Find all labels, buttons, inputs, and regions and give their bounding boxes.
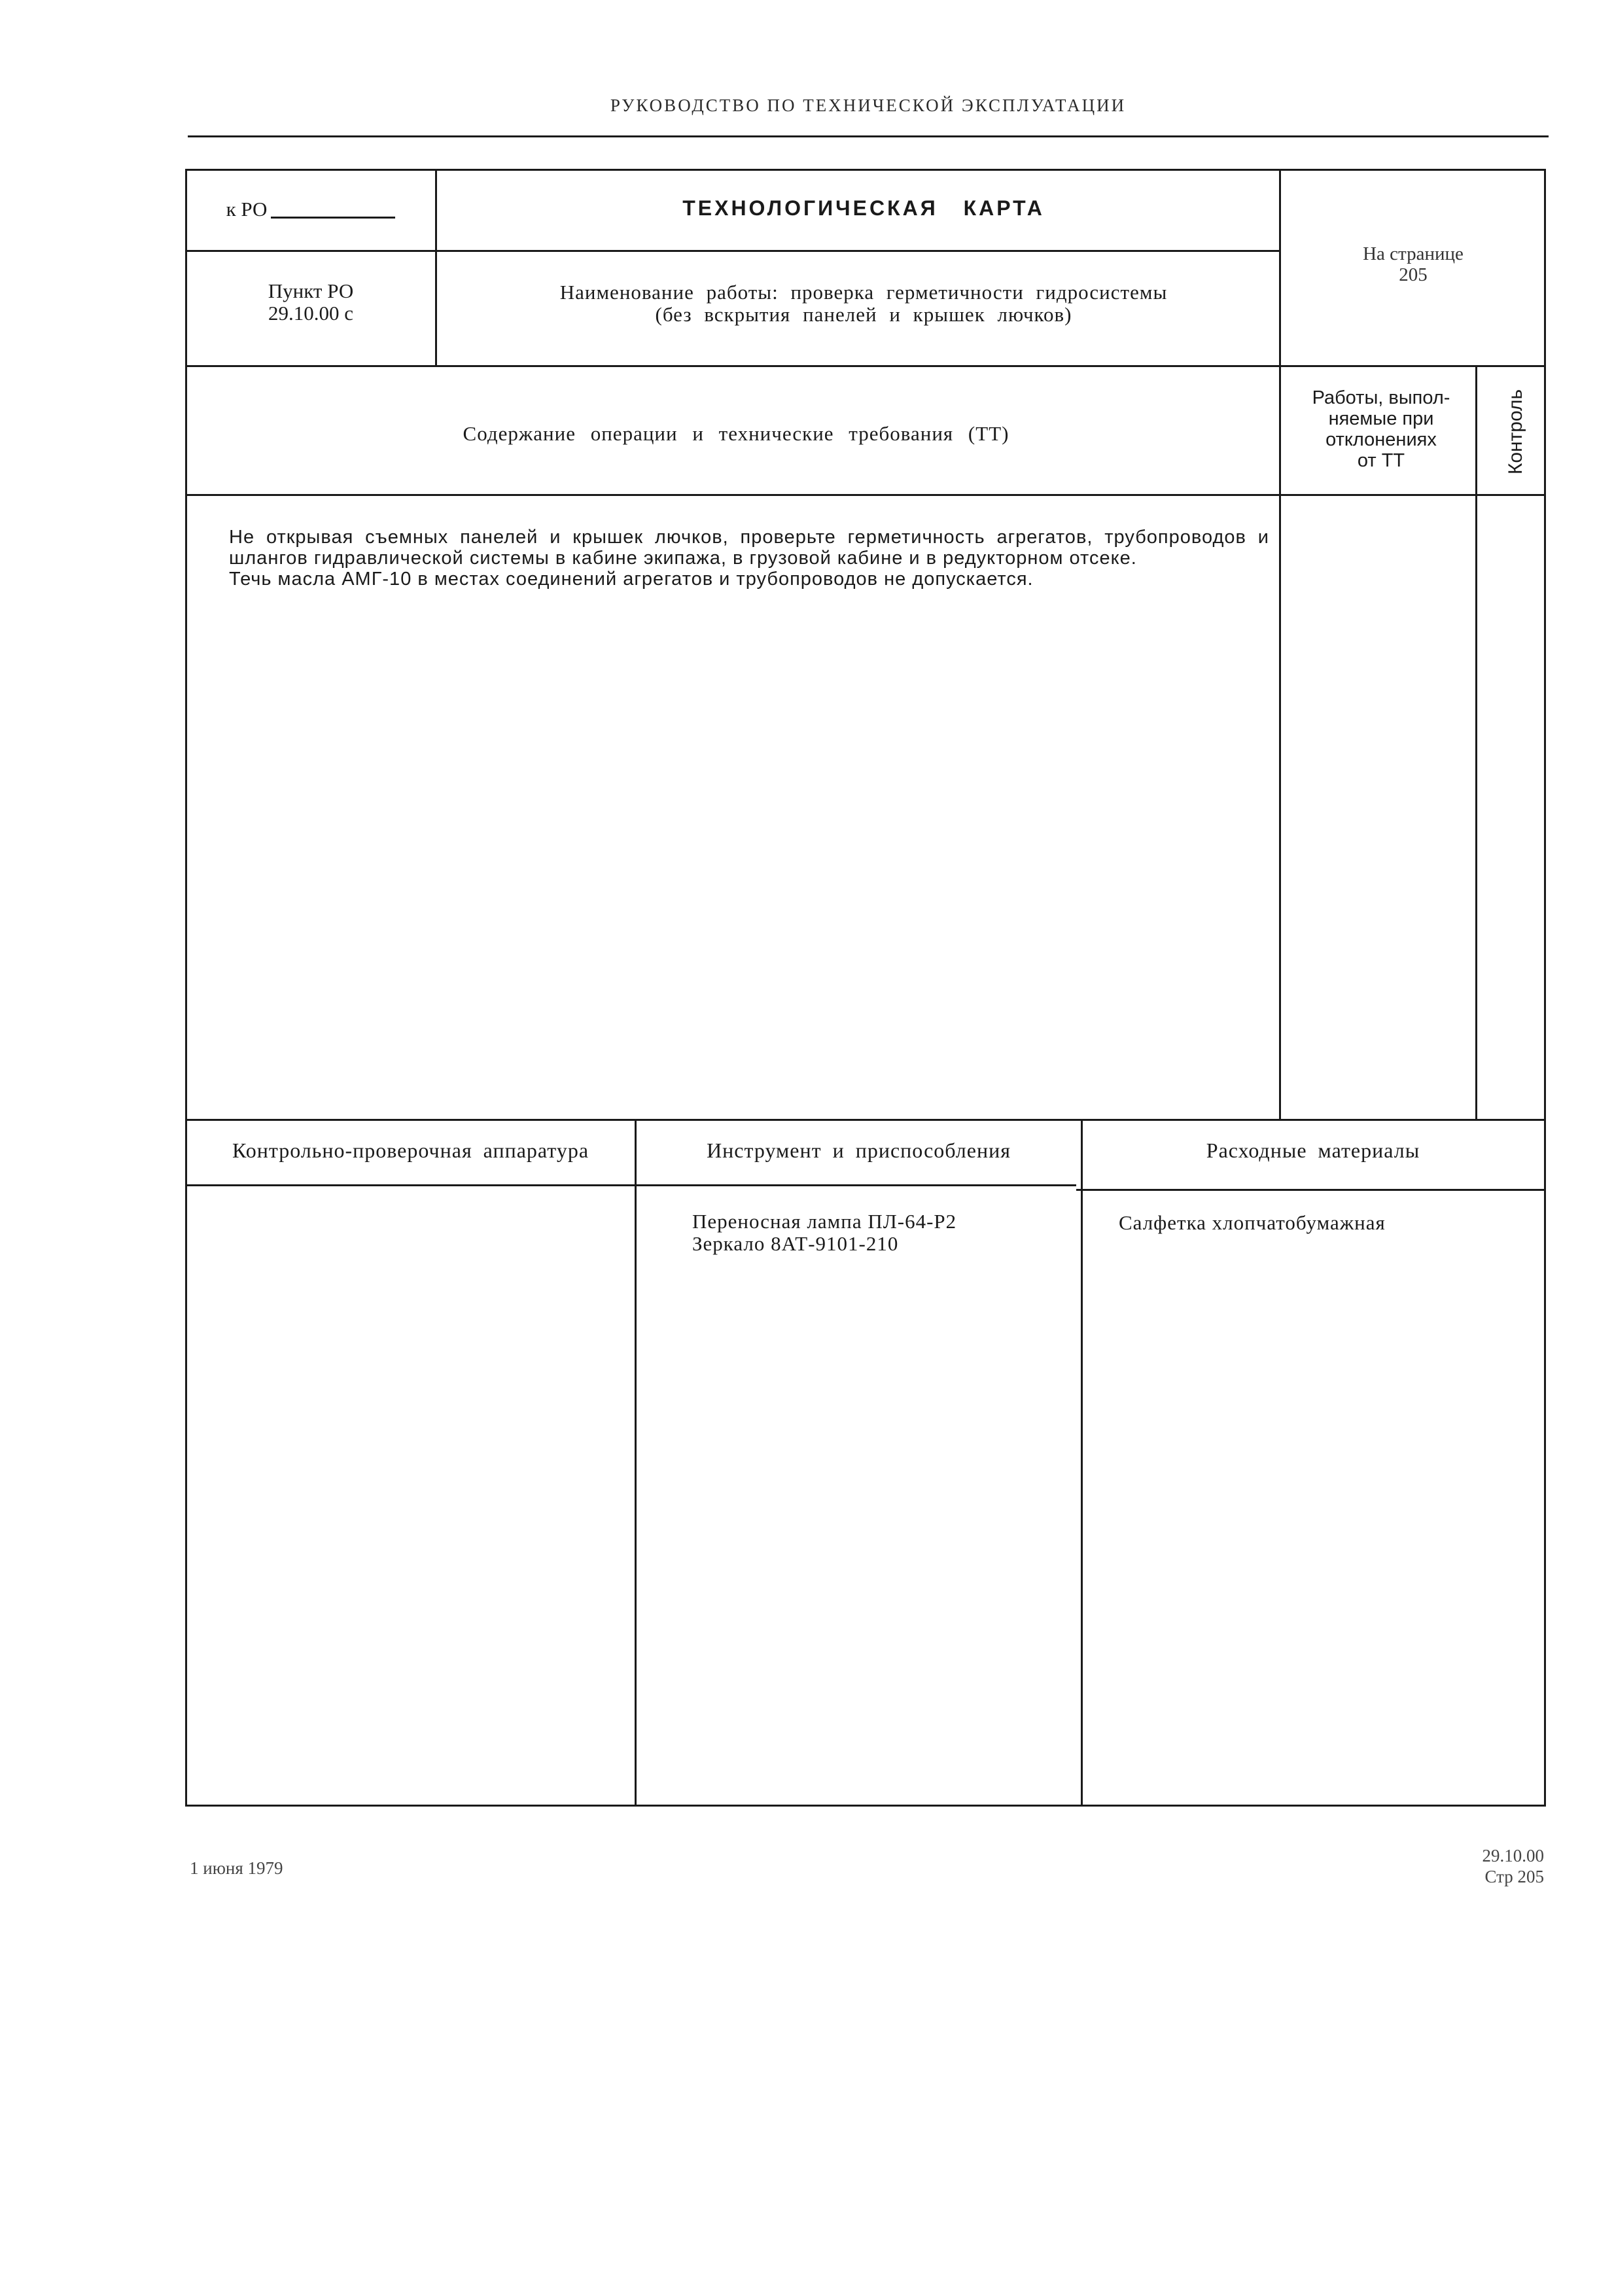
content-column-header: Содержание операции и технические требования (ТТ)	[463, 422, 1009, 445]
control-column-header	[1486, 370, 1545, 494]
footer-page-reference	[1439, 1845, 1544, 1887]
title-row-divider	[186, 250, 1279, 252]
ro-item-label: Пункт РО	[268, 279, 354, 302]
test-equipment-header: Контрольно-проверочная аппаратура	[232, 1139, 589, 1162]
deviations-header-line4: от ТТ	[1357, 450, 1405, 471]
footer-page-number: Стр 205	[1484, 1867, 1544, 1886]
deviations-header-line1: Работы, выпол-	[1312, 387, 1450, 408]
page-number: 205	[1399, 264, 1428, 285]
materials-header: Расходные материалы	[1206, 1139, 1420, 1162]
operation-paragraph-1: Не открывая съемных панелей и крышек лючков, проверьте герметичность агрегатов, трубопроводов и шлангов гидравлической системы в кабине экипажа, в грузовой кабине и в редукторном отсеке.	[229, 527, 1269, 569]
ro-reference-label: к РО	[226, 198, 268, 221]
test-equipment-list	[190, 1197, 631, 1786]
header-rule	[188, 135, 1549, 137]
table-border-top	[186, 169, 1546, 171]
ro-reference	[193, 198, 429, 221]
page-label: На странице	[1363, 243, 1464, 264]
equipment-top-divider	[186, 1119, 1546, 1121]
tools-list-item: Зеркало 8АТ-9101-210	[692, 1232, 899, 1255]
ro-item-number: 29.10.00 с	[268, 302, 353, 325]
table-border-left	[185, 169, 187, 1807]
work-name-line1: Наименование работы: проверка герметичности гидросистемы	[559, 281, 1168, 304]
page-column-divider	[1279, 169, 1281, 1121]
control-column-divider	[1475, 365, 1477, 1121]
card-title: ТЕХНОЛОГИЧЕСКАЯ КАРТА	[682, 196, 1045, 220]
deviations-header-line3: отклонениях	[1325, 429, 1437, 450]
work-name	[458, 281, 1269, 326]
ro-item	[190, 280, 432, 325]
materials-list-item: Салфетка хлопчатобумажная	[1119, 1211, 1386, 1234]
tools-list-item: Переносная лампа ПЛ-64-Р2	[692, 1210, 957, 1233]
tools-header: Инструмент и приспособления	[707, 1139, 1011, 1162]
equipment-header-divider	[186, 1184, 1076, 1186]
deviations-header-line2: няемые при	[1328, 408, 1434, 429]
ref-column-divider	[435, 169, 437, 365]
operation-paragraph-2: Течь масла АМГ-10 в местах соединений агрегатов и трубопроводов не допускается.	[229, 569, 1034, 590]
column-header-divider	[186, 494, 1546, 496]
materials-list	[1119, 1212, 1537, 1234]
footer-date: 1 июня 1979	[190, 1858, 283, 1878]
tools-list	[692, 1210, 1072, 1255]
table-border-bottom	[186, 1805, 1546, 1807]
equipment-column-divider-2	[1081, 1119, 1083, 1806]
header-row-divider	[186, 365, 1546, 367]
work-name-line2: (без вскрытия панелей и крышек лючков)	[655, 303, 1072, 326]
deviations-column-header	[1284, 387, 1479, 471]
running-head: РУКОВОДСТВО ПО ТЕХНИЧЕСКОЙ ЭКСПЛУАТАЦИИ	[610, 96, 1127, 115]
ro-reference-blank	[271, 217, 395, 219]
materials-header-divider	[1076, 1189, 1546, 1191]
operation-content	[229, 527, 1269, 590]
equipment-column-divider-1	[635, 1119, 637, 1806]
footer-section-number: 29.10.00	[1482, 1846, 1544, 1865]
page-reference	[1282, 243, 1544, 285]
control-header-label: Контроль	[1505, 389, 1526, 475]
